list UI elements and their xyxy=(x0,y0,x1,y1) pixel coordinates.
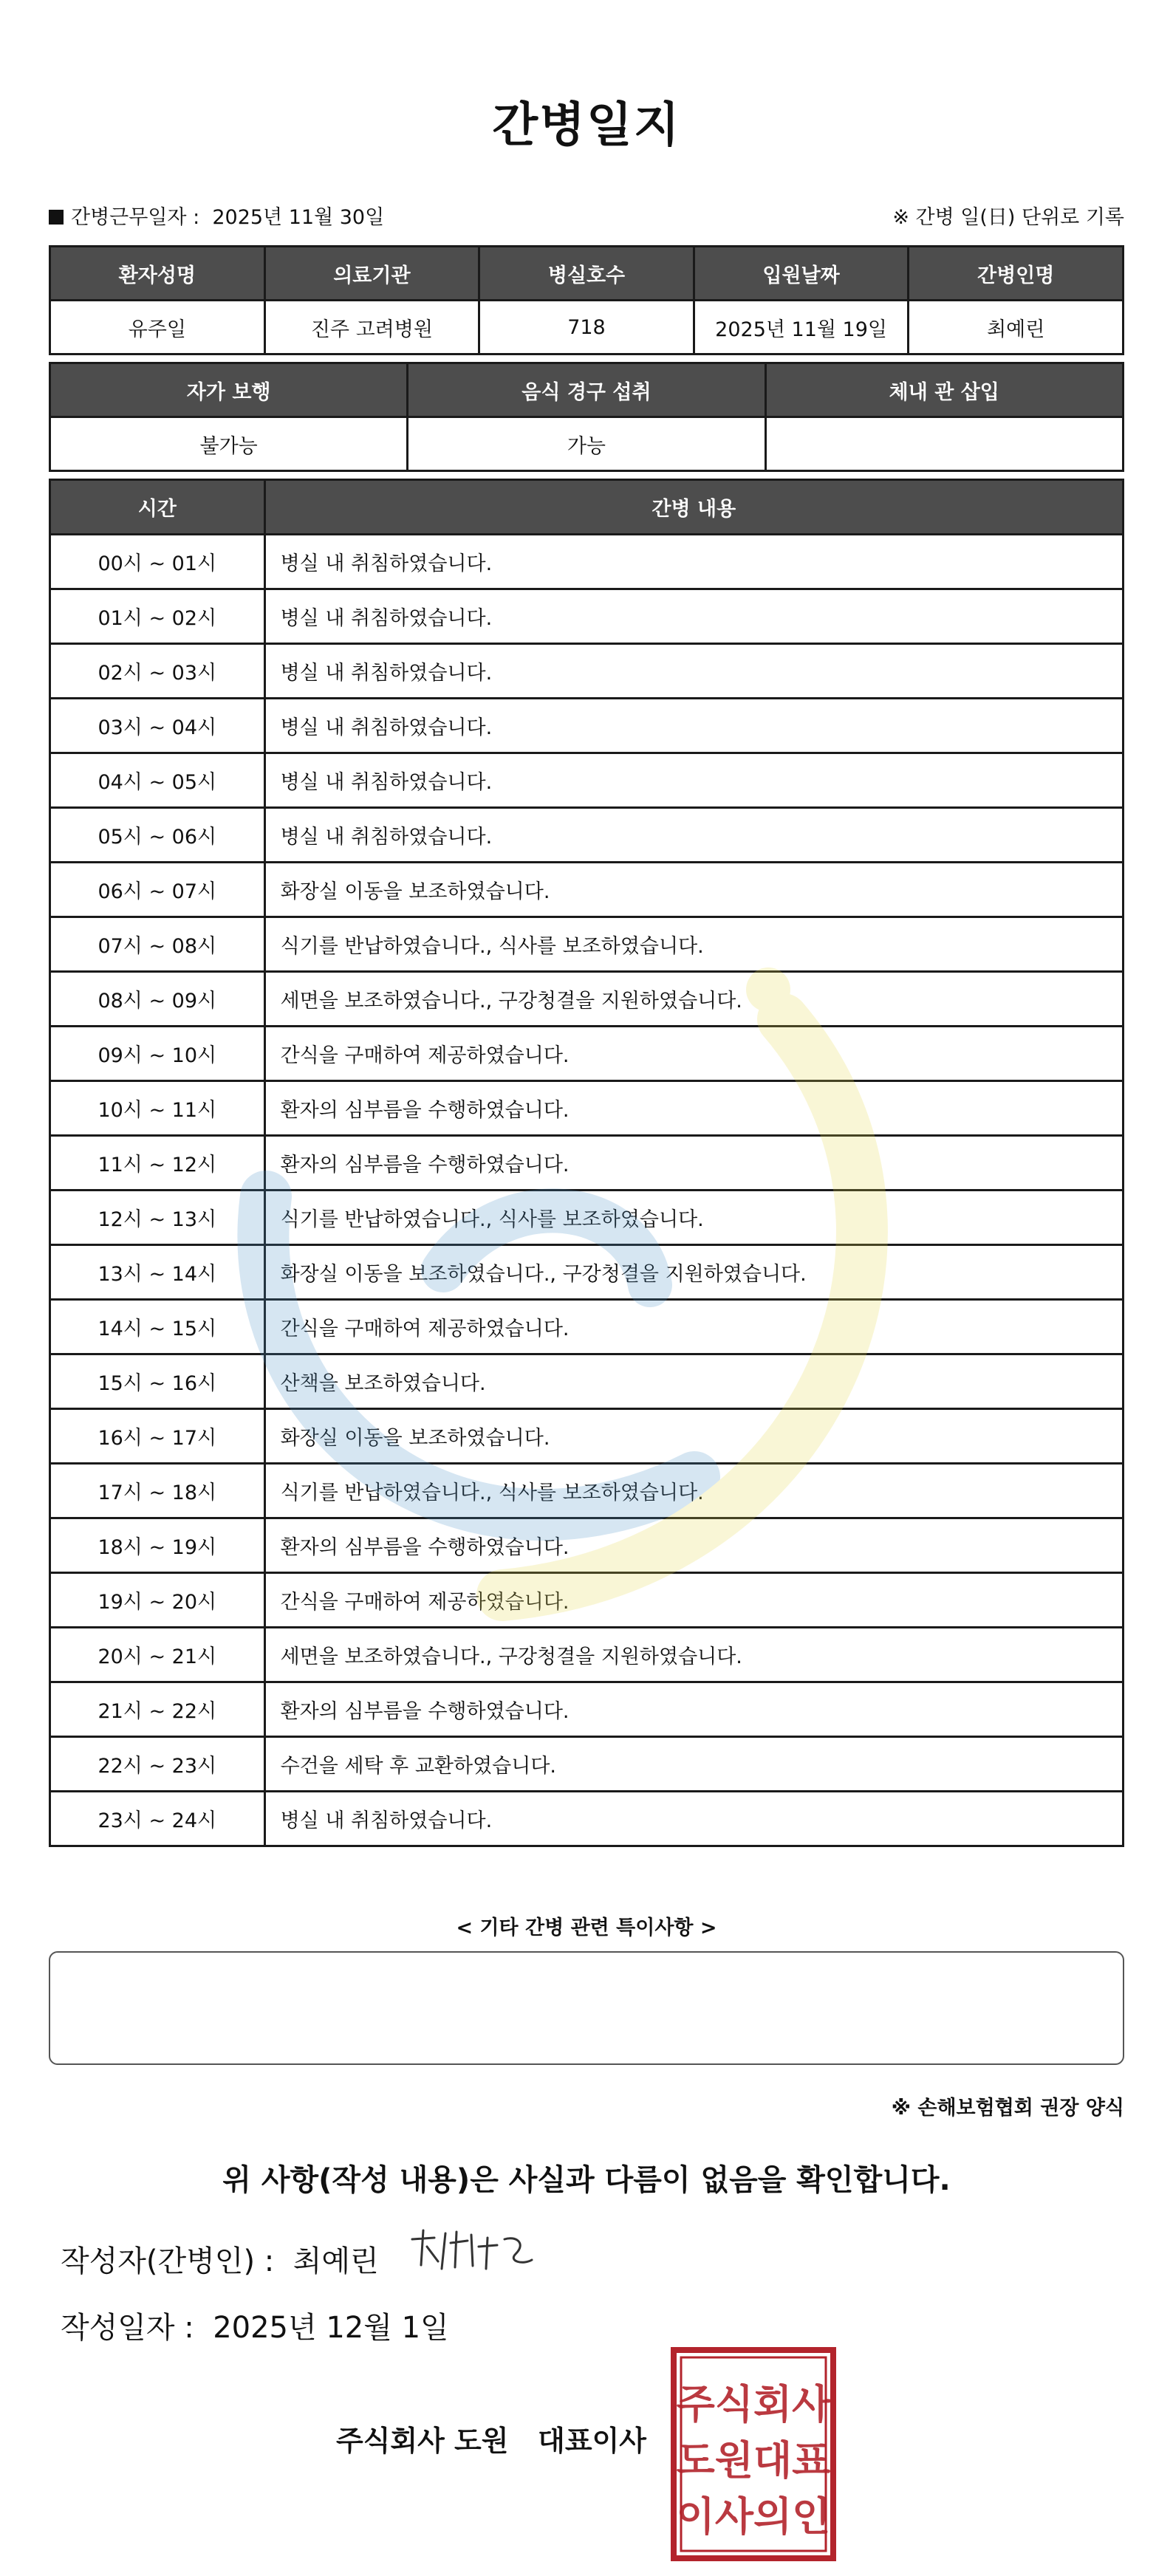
row-time: 13시 ~ 14시 xyxy=(50,1245,265,1300)
row-time: 18시 ~ 19시 xyxy=(50,1518,265,1573)
written-date-value: 2025년 12월 1일 xyxy=(213,2311,449,2345)
row-time: 02시 ~ 03시 xyxy=(50,644,265,699)
row-time: 10시 ~ 11시 xyxy=(50,1081,265,1136)
header-caregiver: 간병인명 xyxy=(909,247,1124,301)
table-row xyxy=(50,1737,1124,1792)
row-content: 세면을 보조하였습니다., 구강청결을 지원하였습니다. xyxy=(264,1628,1123,1682)
header-oral-intake: 음식 경구 섭취 xyxy=(408,363,765,417)
table-row xyxy=(50,1792,1124,1846)
patient-info-table xyxy=(49,245,1124,355)
row-time: 00시 ~ 01시 xyxy=(50,535,265,589)
table-row xyxy=(50,535,1124,589)
row-time: 12시 ~ 13시 xyxy=(50,1191,265,1245)
writer-line xyxy=(61,2238,379,2280)
row-time: 01시 ~ 02시 xyxy=(50,589,265,644)
recommend-note: ※ 손해보험협회 권장 양식 xyxy=(891,2097,1124,2120)
tube-insertion-value xyxy=(765,417,1123,471)
table-row xyxy=(50,863,1124,917)
confirm-statement: 위 사항(작성 내용)은 사실과 다름이 없음을 확인합니다. xyxy=(222,2163,951,2197)
room-number: 718 xyxy=(479,301,694,354)
row-content: 병실 내 취침하였습니다. xyxy=(264,644,1123,699)
row-time: 17시 ~ 18시 xyxy=(50,1464,265,1518)
care-log-body xyxy=(50,535,1124,1846)
table-row xyxy=(50,1081,1124,1136)
row-content: 환자의 심부름을 수행하였습니다. xyxy=(264,1518,1123,1573)
row-time: 06시 ~ 07시 xyxy=(50,863,265,917)
writer-name: 최예린 xyxy=(293,2244,379,2278)
row-content: 병실 내 취침하였습니다. xyxy=(264,753,1123,808)
work-date-label: 간병근무일자 : xyxy=(71,206,200,229)
unit-note: ※ 간병 일(日) 단위로 기록 xyxy=(892,206,1124,229)
company-name: 주식회사 도원 대표이사 xyxy=(336,2425,646,2457)
table-row xyxy=(50,1354,1124,1409)
row-content: 식기를 반납하였습니다., 식사를 보조하였습니다. xyxy=(264,1464,1123,1518)
row-content: 수건을 세탁 후 교환하였습니다. xyxy=(264,1737,1123,1792)
header-care-content: 간병 내용 xyxy=(264,480,1123,535)
seal-line-1: 주식회사 xyxy=(676,2381,831,2428)
patient-name: 유주일 xyxy=(50,301,265,354)
table-row xyxy=(50,589,1124,644)
square-bullet-icon xyxy=(49,210,64,225)
table-row xyxy=(50,1628,1124,1682)
table-row xyxy=(50,1682,1124,1737)
oral-intake-value: 가능 xyxy=(408,417,765,471)
table-row xyxy=(50,699,1124,753)
header-tube-insertion: 체내 관 삽입 xyxy=(765,363,1123,417)
row-time: 05시 ~ 06시 xyxy=(50,808,265,863)
row-time: 16시 ~ 17시 xyxy=(50,1409,265,1464)
work-date-value: 2025년 11월 30일 xyxy=(212,206,385,229)
row-content: 환자의 심부름을 수행하였습니다. xyxy=(264,1136,1123,1191)
patient-status-table xyxy=(49,362,1124,472)
row-content: 화장실 이동을 보조하였습니다., 구강청결을 지원하였습니다. xyxy=(264,1245,1123,1300)
row-time: 19시 ~ 20시 xyxy=(50,1573,265,1628)
table-row xyxy=(50,1409,1124,1464)
row-time: 23시 ~ 24시 xyxy=(50,1792,265,1846)
row-content: 병실 내 취침하였습니다. xyxy=(264,699,1123,753)
notes-box xyxy=(49,1951,1124,2065)
hospital-name: 진주 고려병원 xyxy=(264,301,479,354)
row-time: 04시 ~ 05시 xyxy=(50,753,265,808)
row-content: 세면을 보조하였습니다., 구강청결을 지원하였습니다. xyxy=(264,972,1123,1027)
row-time: 09시 ~ 10시 xyxy=(50,1027,265,1081)
header-time: 시간 xyxy=(50,480,265,535)
row-time: 22시 ~ 23시 xyxy=(50,1737,265,1792)
row-content: 병실 내 취침하였습니다. xyxy=(264,808,1123,863)
row-content: 산책을 보조하였습니다. xyxy=(264,1354,1123,1409)
table-row xyxy=(50,1027,1124,1081)
row-content: 식기를 반납하였습니다., 식사를 보조하였습니다. xyxy=(264,917,1123,972)
table-row xyxy=(50,1191,1124,1245)
work-date xyxy=(49,201,384,230)
seal-line-2: 도원대표 xyxy=(676,2437,831,2484)
header-patient-name: 환자성명 xyxy=(50,247,265,301)
seal-line-3: 이사의인 xyxy=(676,2493,831,2540)
row-time: 08시 ~ 09시 xyxy=(50,972,265,1027)
table-row xyxy=(50,917,1124,972)
walking-value: 불가능 xyxy=(50,417,408,471)
page-title: 간병일지 xyxy=(492,98,681,153)
table-row xyxy=(50,1518,1124,1573)
table-row xyxy=(50,972,1124,1027)
company-seal-stamp xyxy=(671,2347,836,2561)
header-hospital: 의료기관 xyxy=(264,247,479,301)
row-content: 간식을 구매하여 제공하였습니다. xyxy=(264,1027,1123,1081)
row-time: 14시 ~ 15시 xyxy=(50,1300,265,1354)
header-admission-date: 입원날짜 xyxy=(694,247,909,301)
table-row xyxy=(50,1245,1124,1300)
care-log-table xyxy=(49,479,1124,1847)
notes-title: < 기타 간병 관련 특이사항 > xyxy=(456,1916,717,1939)
table-row xyxy=(50,1573,1124,1628)
row-time: 20시 ~ 21시 xyxy=(50,1628,265,1682)
table-row xyxy=(50,1136,1124,1191)
row-time: 11시 ~ 12시 xyxy=(50,1136,265,1191)
row-content: 화장실 이동을 보조하였습니다. xyxy=(264,1409,1123,1464)
header-room: 병실호수 xyxy=(479,247,694,301)
row-content: 병실 내 취침하였습니다. xyxy=(264,535,1123,589)
row-content: 식기를 반납하였습니다., 식사를 보조하였습니다. xyxy=(264,1191,1123,1245)
written-date-label: 작성일자 : xyxy=(61,2311,194,2345)
row-content: 환자의 심부름을 수행하였습니다. xyxy=(264,1682,1123,1737)
row-time: 03시 ~ 04시 xyxy=(50,699,265,753)
table-row xyxy=(50,1464,1124,1518)
row-content: 병실 내 취침하였습니다. xyxy=(264,1792,1123,1846)
admission-date: 2025년 11월 19일 xyxy=(694,301,909,354)
row-content: 화장실 이동을 보조하였습니다. xyxy=(264,863,1123,917)
table-row xyxy=(50,1300,1124,1354)
row-time: 15시 ~ 16시 xyxy=(50,1354,265,1409)
table-row xyxy=(50,644,1124,699)
row-content: 간식을 구매하여 제공하였습니다. xyxy=(264,1300,1123,1354)
row-time: 07시 ~ 08시 xyxy=(50,917,265,972)
caregiver-name: 최예린 xyxy=(909,301,1124,354)
written-date-line xyxy=(61,2304,449,2346)
handwritten-signature xyxy=(405,2224,538,2276)
row-time: 21시 ~ 22시 xyxy=(50,1682,265,1737)
writer-label: 작성자(간병인) : xyxy=(61,2244,275,2278)
row-content: 환자의 심부름을 수행하였습니다. xyxy=(264,1081,1123,1136)
row-content: 간식을 구매하여 제공하였습니다. xyxy=(264,1573,1123,1628)
table-row xyxy=(50,808,1124,863)
header-walking: 자가 보행 xyxy=(50,363,408,417)
table-row xyxy=(50,753,1124,808)
row-content: 병실 내 취침하였습니다. xyxy=(264,589,1123,644)
